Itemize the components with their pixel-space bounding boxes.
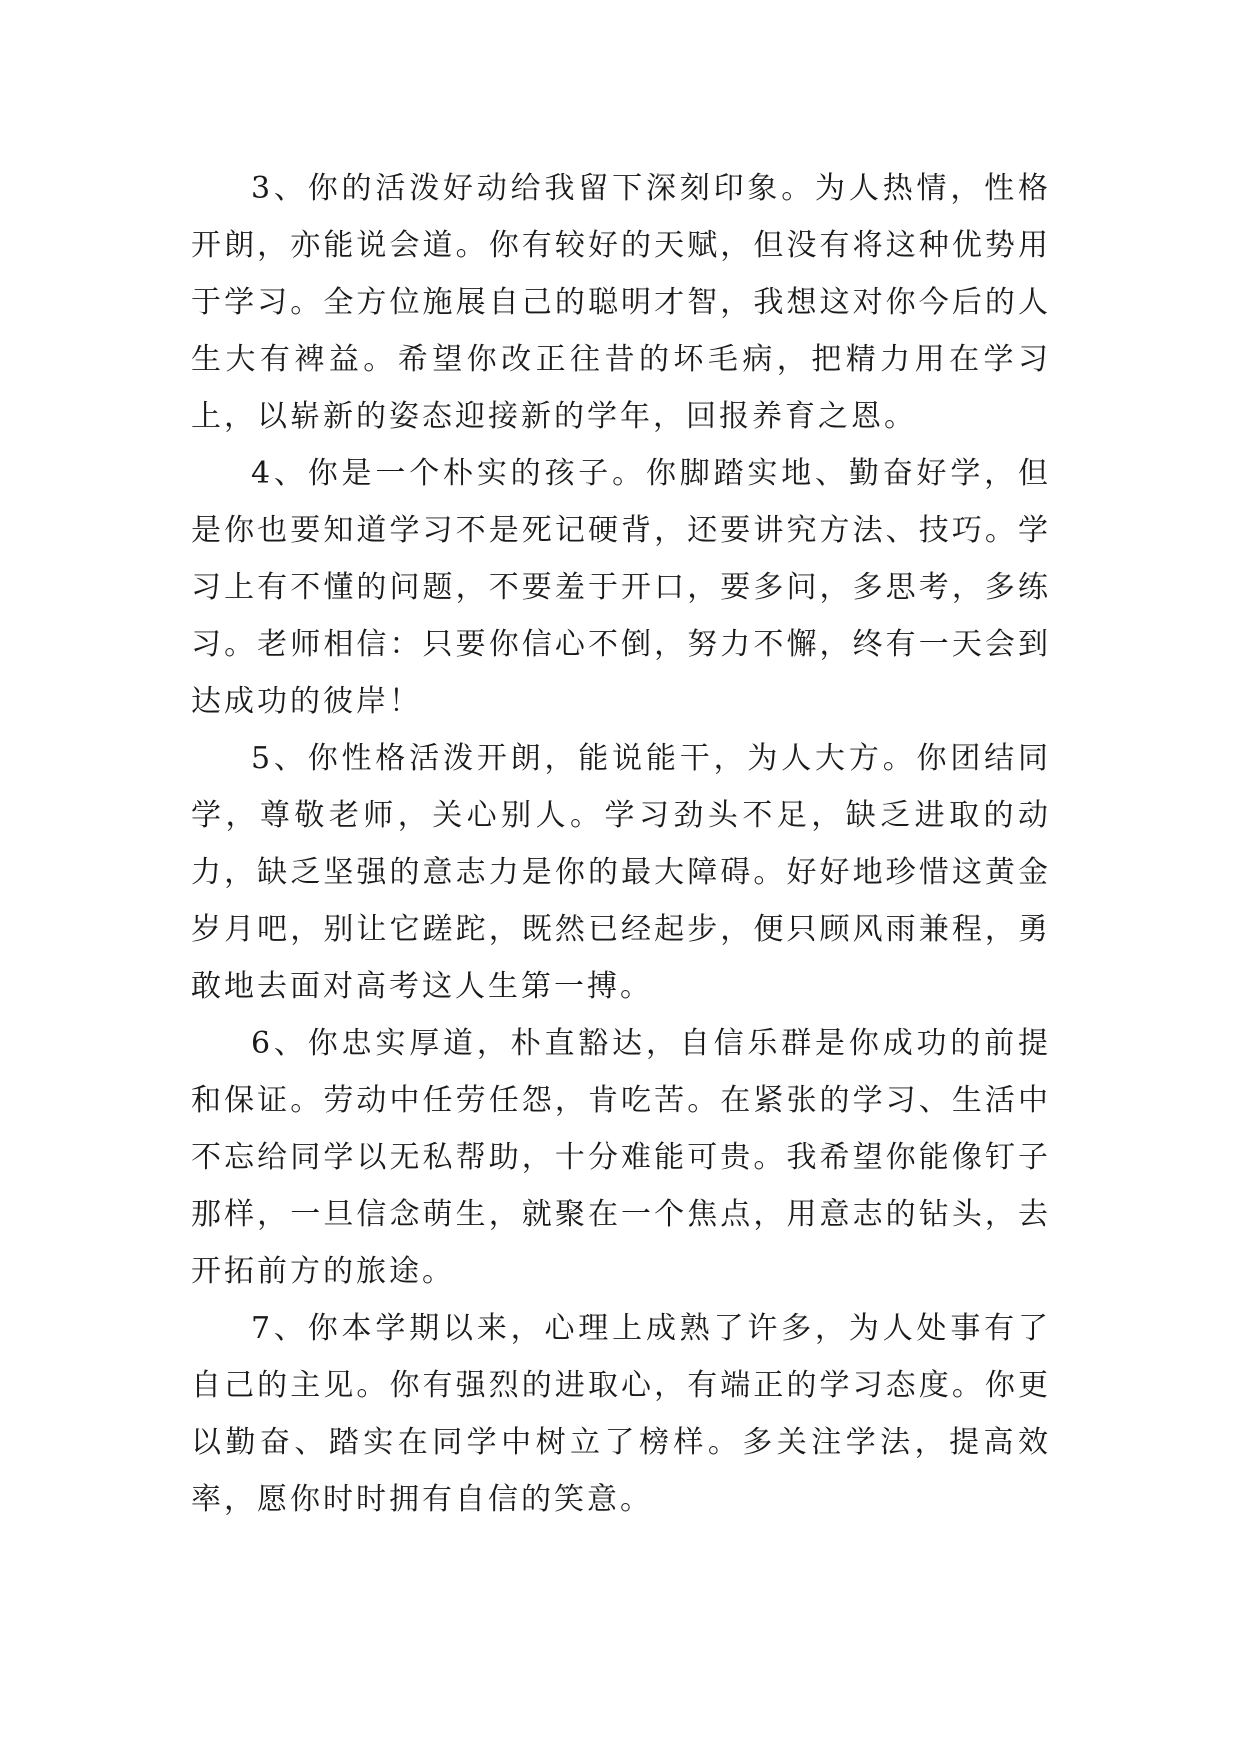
comment-paragraph-3: 3、你的活泼好动给我留下深刻印象。为人热情，性格开朗，亦能说会道。你有较好的天赋，但没有将这种优势用于学习。全方位施展自己的聪明才智，我想这对你今后的人生大有裨益。希望你改正往昔的坏毛病，把精力用在学习上，以崭新的姿态迎接新的学年，回报养育之恩。 xyxy=(191,171,1051,434)
comment-paragraph-4: 4、你是一个朴实的孩子。你脚踏实地、勤奋好学，但是你也要知道学习不是死记硬背，还要讲究方法、技巧。学习上有不懂的问题，不要羞于开口，要多问，多思考，多练习。老师相信：只要你信心不倒，努力不懈，终有一天会到达成功的彼岸！ xyxy=(191,456,1051,719)
document-page xyxy=(191,160,1051,1528)
comment-paragraph-7: 7、你本学期以来，心理上成熟了许多，为人处事有了自己的主见。你有强烈的进取心，有端正的学习态度。你更以勤奋、踏实在同学中树立了榜样。多关注学法，提高效率，愿你时时拥有自信的笑意。 xyxy=(191,1311,1051,1517)
comment-paragraph-5: 5、你性格活泼开朗，能说能干，为人大方。你团结同学，尊敬老师，关心别人。学习劲头不足，缺乏进取的动力，缺乏坚强的意志力是你的最大障碍。好好地珍惜这黄金岁月吧，别让它蹉跎，既然已经起步，便只顾风雨兼程，勇敢地去面对高考这人生第一搏。 xyxy=(191,741,1051,1004)
comment-paragraph-6: 6、你忠实厚道，朴直豁达，自信乐群是你成功的前提和保证。劳动中任劳任怨，肯吃苦。在紧张的学习、生活中不忘给同学以无私帮助，十分难能可贵。我希望你能像钉子那样，一旦信念萌生，就聚在一个焦点，用意志的钻头，去开拓前方的旅途。 xyxy=(191,1026,1051,1289)
